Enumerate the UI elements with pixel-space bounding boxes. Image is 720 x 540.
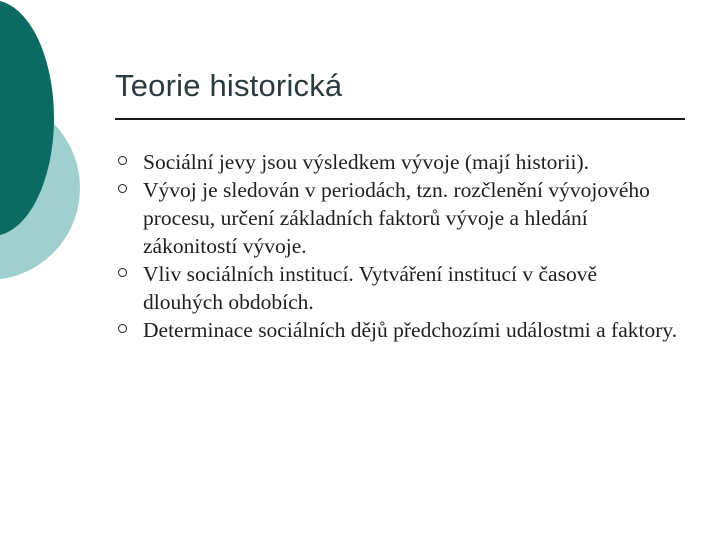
bullet-text: Vliv sociálních institucí. Vytváření institucí v časově dlouhých obdobích. [143,262,598,314]
hollow-circle-icon [118,268,127,277]
title-divider [115,118,685,120]
bullet-item [112,148,682,176]
hollow-circle-icon [118,156,127,165]
bullet-item [112,260,682,316]
decorative-circles [0,0,120,300]
slide-title: Teorie historická [115,68,343,103]
hollow-circle-icon [118,184,127,193]
bullet-text: Vývoj je sledován v periodách, tzn. rozčlenění vývojového procesu, určení základních faktorů vývoje a hledání zákonitostí vývoje. [143,178,650,258]
bullet-text: Sociální jevy jsou výsledkem vývoje (mají historii). [143,150,590,174]
hollow-circle-icon [118,324,127,333]
bullet-item [112,316,682,344]
bullet-text: Determinace sociálních dějů předchozími událostmi a faktory. [143,318,678,342]
bullet-list [112,148,682,344]
bullet-item [112,176,682,260]
